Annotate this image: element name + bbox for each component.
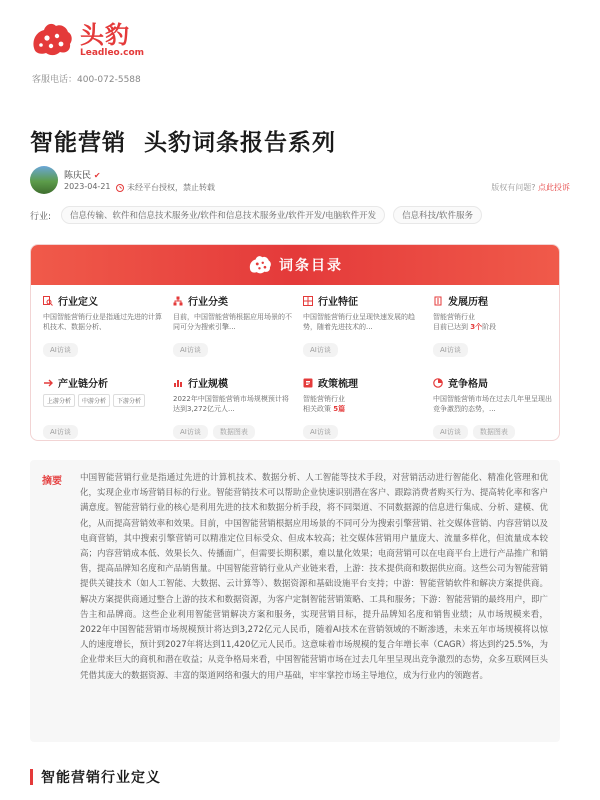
industry-row [30, 206, 490, 224]
author-name[interactable] [64, 168, 101, 181]
toc-item-desc [303, 394, 423, 414]
toc-item-title: 行业定义 [58, 297, 98, 308]
section-accent-bar [30, 769, 33, 785]
industry-label: 行业: [30, 211, 52, 222]
abstract-text: 中国智能营销行业是指通过先进的计算机技术、数据分析、人工智能等技术手段，对营销活动进行智能化、精准化管理和优化，实现企业市场营销目标的行业。智能营销技术可以帮助企业快速识别潜在客户、跟踪消费者购买行为、提高转化率和客户满意度。智能营销行业的核心是利用先进的技术和数据分析手段，将不同渠道、不同数据源的信息进行集成、分析、建模、优化，从而提高营销效率和效果。目前，中国智能营销根据应用场景的不同可分为搜索引擎营销、社交媒体营销、内容营销以及电商营销，其中搜索引擎营销可以精准定位目标受众、但成本较高；社交媒体营销用户量庞大、流量多样化，但流量成本较高；内容营销成本低、效果长久、传播面广，但需要长期积累，难以量化效果；电商营销可以在电商平台上进行产品推广和销售，提高品牌知名度和产品销售量。中国智能营销行业从产业链来看，上游：技术提供商和数据供应商。这些公司为智能营销提供关键技术（如人工智能、大数据、云计算等）、数据资源和基础设施平台支持；中游：智能营销软件和解决方案提供商。解决方案提供商通过整合上游的技术和数据资源，为客户定制智能营销策略、工具和服务；下游：智能营销的最终用户，即广告主和品牌商。这些企业利用智能营销解决方案和服务，实现营销目标，提升品牌知名度和销售业绩；从市场规模来看，2022年中国智能营销市场规模预计将达到3,272亿元人民币，随着AI技术在营销领域的不断渗透，未来五年市场规模将以惊人的速度增长，预计到2027年将达到11,420亿元人民币。这意味着市场规模的复合年增长率（CAGR）将达到约25.5%，为企业带来巨大的商机和潜在收益；从竞争格局来看，中国智能营销市场在过去几年里呈现出竞争激烈的态势，众多互联网巨头凭借其庞大的数据资源、丰富的渠道网络和强大的用户基础，牢牢掌控市场主导地位，成为行业内的领跑者。 [80, 473, 548, 681]
brand-name: 头豹 [80, 21, 130, 49]
avatar[interactable] [30, 166, 58, 194]
toc-item-title: 发展历程 [448, 297, 488, 308]
toc-item-desc: 中国智能营销行业呈现快速发展的趋势，随着先进技术的... [303, 313, 415, 331]
leopard-logo-icon [30, 20, 74, 60]
copyright-notice-text: 未经平台授权，禁止转载 [127, 183, 215, 192]
toc-item-desc: 中国智能营销市场在过去几年里呈现出竞争激烈的态势，... [433, 395, 552, 413]
toc-item-history[interactable] [433, 293, 553, 363]
ai-interview-chip[interactable]: AI访谈 [43, 343, 78, 357]
toc-card [30, 244, 560, 441]
toc-item-policy[interactable] [303, 375, 423, 441]
report-link[interactable]: 点此投诉 [538, 183, 570, 192]
report-area [491, 182, 570, 193]
data-chart-chip[interactable]: 数据图表 [473, 425, 515, 439]
chain-icon [43, 378, 53, 388]
toc-item-desc: 中国智能营销行业是指通过先进的计算机技术、数据分析、 [43, 313, 162, 331]
downstream-tag[interactable]: 下游分析 [113, 394, 145, 407]
ai-interview-chip[interactable]: AI访谈 [433, 343, 468, 357]
toc-item-features[interactable] [303, 293, 423, 363]
grid-icon [303, 296, 313, 306]
toc-item-title: 行业规模 [188, 379, 228, 390]
toc-desc-line: 阶段 [482, 323, 497, 331]
ai-interview-chip[interactable]: AI访谈 [303, 425, 338, 439]
ai-interview-chip[interactable]: AI访谈 [173, 425, 208, 439]
toc-header [31, 245, 559, 285]
toc-item-title: 竞争格局 [448, 379, 488, 390]
toc-item-market-size[interactable] [173, 375, 293, 441]
data-chart-chip[interactable]: 数据图表 [213, 425, 255, 439]
toc-item-definition[interactable] [43, 293, 163, 363]
toc-item-desc: 2022年中国智能营销市场规模预计将达到3,272亿元人... [173, 395, 289, 413]
industry-tag[interactable]: 信息科技/软件服务 [393, 206, 482, 224]
section-title: 智能营销行业定义 [41, 770, 161, 786]
hotline: 客服电话：400-072-5588 [32, 75, 141, 85]
abstract-label: 摘要 [42, 476, 62, 487]
policy-count: 5篇 [333, 405, 346, 413]
author-name-text: 陈庆民 [64, 171, 92, 181]
toc-item-title: 政策梳理 [318, 379, 358, 390]
ai-interview-chip[interactable]: AI访谈 [433, 425, 468, 439]
search-doc-icon [43, 296, 53, 306]
timeline-icon [433, 296, 443, 306]
toc-desc-line: 智能营销行业 [433, 313, 475, 321]
bar-chart-icon [173, 378, 183, 388]
section-heading [30, 767, 161, 787]
ai-interview-chip[interactable]: AI访谈 [303, 343, 338, 357]
midstream-tag[interactable]: 中游分析 [78, 394, 110, 407]
abstract-box [30, 460, 560, 742]
hierarchy-icon [173, 296, 183, 306]
pie-icon [433, 378, 443, 388]
industry-tag[interactable]: 信息传输、软件和信息技术服务业/软件和信息技术服务业/软件开发/电脑软件开发 [61, 206, 385, 224]
upstream-tag[interactable]: 上游分析 [43, 394, 75, 407]
toc-title: 词条目录 [279, 258, 343, 274]
publish-date: 2023-04-21 [64, 182, 111, 191]
stage-count: 3个 [470, 323, 483, 331]
ai-interview-chip[interactable]: AI访谈 [43, 425, 78, 439]
report-question: 版权有问题? [491, 183, 536, 192]
toc-desc-line: 目前已达到 [433, 323, 471, 331]
toc-desc-line: 智能营销行业 [303, 395, 345, 403]
author-row [30, 166, 570, 196]
toc-item-desc [433, 312, 553, 332]
leopard-logo-icon [247, 254, 273, 276]
toc-desc-line: 相关政策 [303, 405, 334, 413]
verified-icon: ✔ [93, 171, 101, 180]
brand-logo[interactable] [30, 20, 144, 60]
page-title: 智能营销 头豹词条报告系列 [30, 130, 337, 156]
policy-icon [303, 378, 313, 388]
ban-icon [116, 184, 124, 192]
toc-item-title: 行业特征 [318, 297, 358, 308]
copyright-notice [116, 182, 215, 193]
toc-item-title: 产业链分析 [58, 379, 108, 390]
toc-item-chain[interactable] [43, 375, 163, 441]
toc-item-competition[interactable] [433, 375, 553, 441]
ai-interview-chip[interactable]: AI访谈 [173, 343, 208, 357]
toc-item-title: 行业分类 [188, 297, 228, 308]
brand-domain: Leadleo.com [80, 48, 145, 58]
toc-item-classification[interactable] [173, 293, 293, 363]
toc-item-desc: 目前，中国智能营销根据应用场景的不同可分为搜索引擎... [173, 313, 292, 331]
